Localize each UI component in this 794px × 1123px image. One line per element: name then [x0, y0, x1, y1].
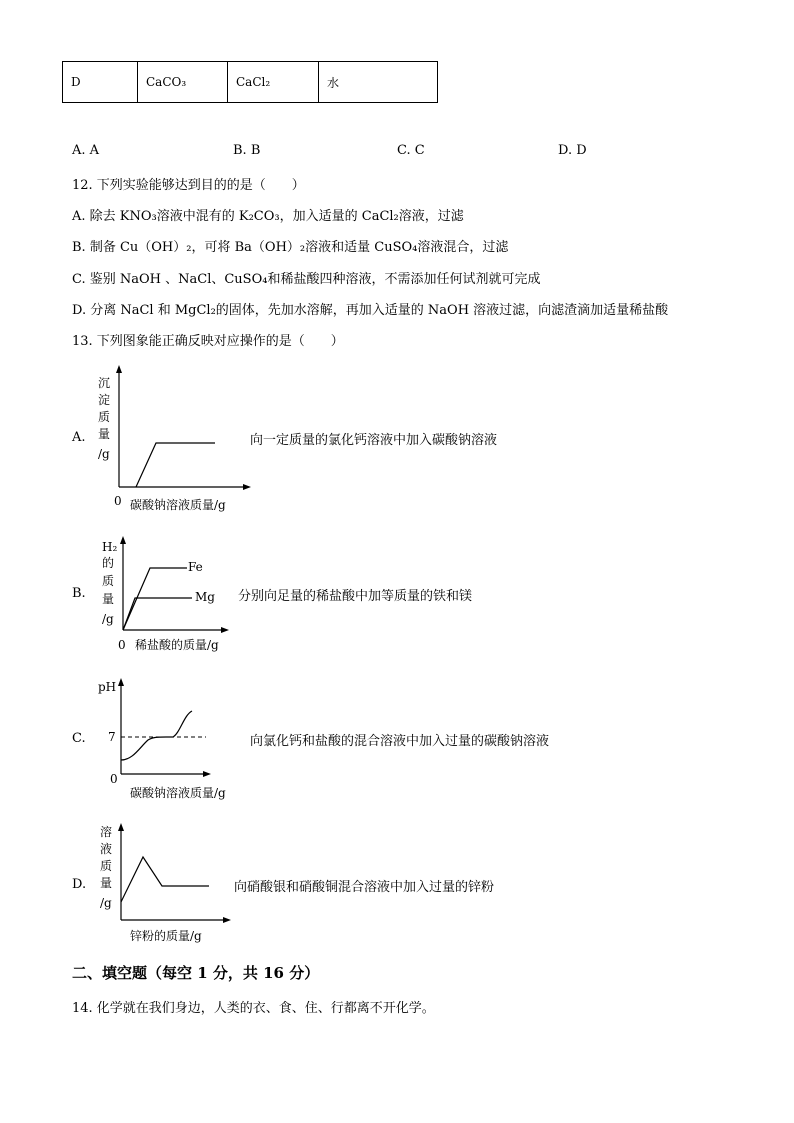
q11-option-b: B. B [233, 143, 261, 158]
curve [136, 443, 215, 487]
curve [121, 711, 192, 760]
table-row [63, 62, 438, 103]
q11-option-c: C. C [397, 143, 425, 158]
fe-line [123, 568, 187, 630]
q13-a-letter: A. [72, 430, 86, 445]
q14-stem: 14. 化学就在我们身边，人类的衣、食、住、行都离不开化学。 [72, 1001, 435, 1016]
y-axis-arrow [120, 536, 126, 544]
mg-label: Mg [195, 590, 215, 604]
table-cell: 水 [319, 62, 438, 103]
y-label-2: 液 [100, 842, 113, 856]
y-label-1: 溶 [100, 825, 113, 839]
y-label: pH [98, 680, 117, 694]
x-label: 锌粉的质量/g [130, 929, 202, 943]
q12-option-c: C. 鉴别 NaOH 、NaCl、CuSO₄和稀盐酸四种溶液，不需添加任何试剂就可完成 [72, 272, 541, 287]
y-label-3: 质 [98, 410, 111, 424]
options-table [62, 61, 438, 103]
y-label-5: /g [102, 612, 114, 626]
tick-7: 7 [108, 730, 116, 744]
mg-line [123, 598, 192, 630]
table-cell: D [63, 62, 138, 103]
origin-label: 0 [118, 638, 126, 652]
y-label-2: 淀 [98, 393, 111, 407]
origin-label: 0 [110, 772, 118, 786]
q13-c-letter: C. [72, 731, 86, 746]
q12-stem: 12. 下列实验能够达到目的的是（ ） [72, 178, 305, 193]
q12-option-b: B. 制备 Cu（OH）₂，可将 Ba（OH）₂溶液和适量 CuSO₄溶液混合，过滤 [72, 240, 509, 255]
y-label-1: 沉 [98, 376, 111, 390]
x-label: 碳酸钠溶液质量/g [130, 786, 226, 800]
q13-c-desc: 向氯化钙和盐酸的混合溶液中加入过量的碳酸钠溶液 [250, 734, 550, 749]
q13-c-graph [88, 675, 258, 805]
y-label-4: 量 [100, 876, 113, 890]
section-title: 二、填空题（每空 1 分，共 16 分） [72, 964, 320, 982]
y-label-3: 质 [100, 859, 113, 873]
q12-option-a: A. 除去 KNO₃溶液中混有的 K₂CO₃，加入适量的 CaCl₂溶液，过滤 [72, 209, 464, 224]
y-label-5: /g [98, 447, 110, 461]
curve [121, 857, 209, 902]
x-axis-arrow [221, 627, 229, 633]
x-axis-arrow [243, 484, 251, 490]
y-axis-arrow [118, 678, 124, 686]
y-label-4: 量 [102, 592, 115, 606]
y-label-3: 质 [102, 574, 115, 588]
q12-option-d: D. 分离 NaCl 和 MgCl₂的固体，先加水溶解，再加入适量的 NaOH 溶液过滤，向滤渣滴加适量稀盐酸 [72, 303, 669, 318]
q13-d-graph [88, 820, 248, 950]
y-label-2: 的 [102, 556, 115, 570]
origin-label: 0 [114, 494, 122, 508]
q13-b-letter: B. [72, 586, 86, 601]
q13-stem: 13. 下列图象能正确反映对应操作的是（ ） [72, 334, 344, 349]
q13-b-desc: 分别向足量的稀盐酸中加等质量的铁和镁 [238, 589, 473, 604]
x-label: 稀盐酸的质量/g [135, 638, 219, 652]
fe-label: Fe [188, 560, 203, 574]
y-label-5: /g [100, 896, 112, 910]
y-label-1: H₂ [102, 540, 118, 554]
table-cell: CaCO₃ [138, 62, 228, 103]
x-label: 碳酸钠溶液质量/g [130, 498, 226, 512]
q13-a-graph [88, 362, 258, 517]
q11-option-d: D. D [558, 143, 587, 158]
y-axis-arrow [116, 365, 122, 373]
x-axis-arrow [223, 917, 231, 923]
table-cell: CaCl₂ [228, 62, 319, 103]
q13-d-letter: D. [72, 877, 87, 892]
y-axis-arrow [118, 823, 124, 831]
q13-a-desc: 向一定质量的氯化钙溶液中加入碳酸钠溶液 [250, 433, 498, 448]
q13-d-desc: 向硝酸银和硝酸铜混合溶液中加入过量的锌粉 [234, 880, 495, 895]
y-label-4: 量 [98, 427, 111, 441]
q11-option-a: A. A [72, 143, 100, 158]
x-axis-arrow [203, 771, 211, 777]
q13-b-graph [88, 533, 248, 658]
